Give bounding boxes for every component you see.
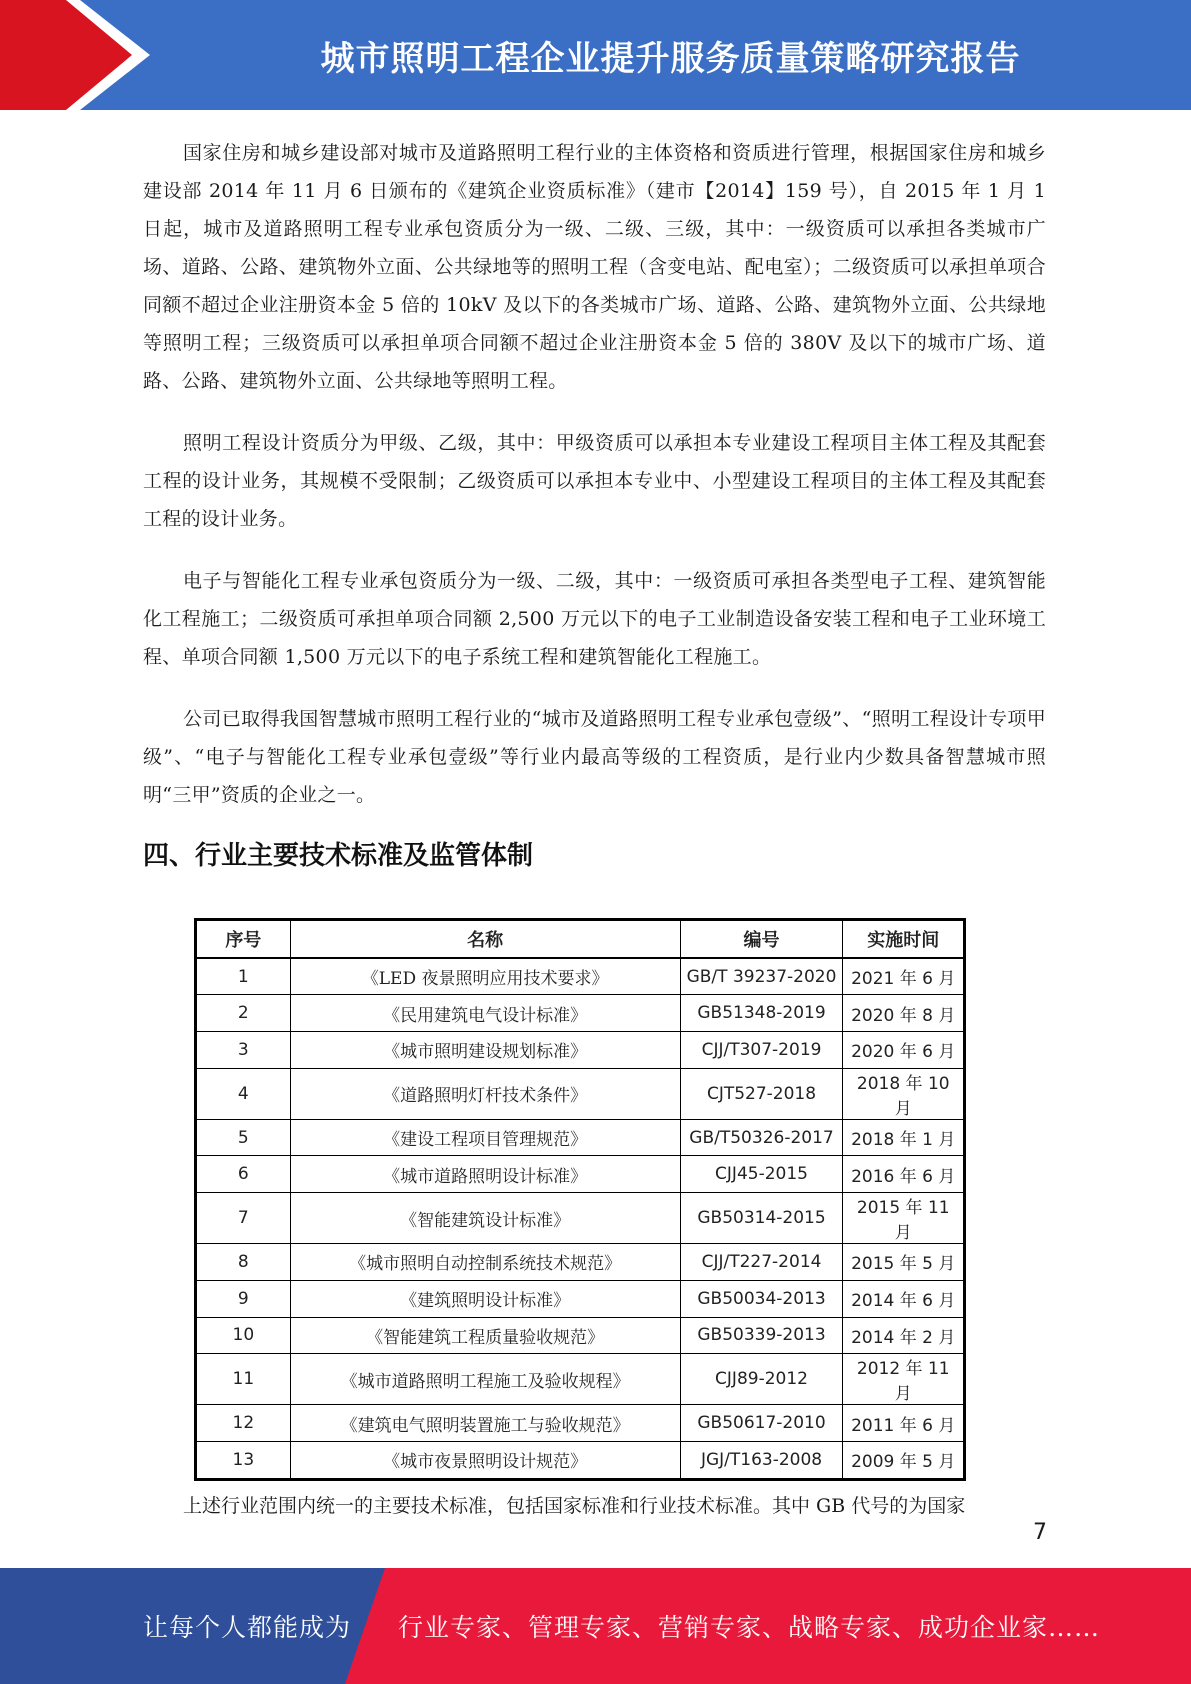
- row-no: 4: [196, 1068, 291, 1119]
- row-date: 2016 年 6 月: [843, 1156, 965, 1193]
- table-row: [196, 1280, 965, 1317]
- row-name: 《LED 夜景照明应用技术要求》: [290, 958, 680, 995]
- header-no: 序号: [196, 920, 291, 958]
- table-body: [196, 958, 965, 1479]
- row-name: 《智能建筑设计标准》: [290, 1193, 680, 1244]
- table-row: [196, 1244, 965, 1281]
- row-no: 6: [196, 1156, 291, 1193]
- row-code: CJJ89-2012: [680, 1354, 843, 1405]
- paragraph-qualification: 国家住房和城乡建设部对城市及道路照明工程行业的主体资格和资质进行管理，根据国家住房和城乡建设部 2014 年 11 月 6 日颁布的《建筑企业资质标准》（建市【2014】159 号），自 2015 年 1 月 1 日起，城市及道路照明工程专业承包资质分为一级、二级、三级，其中：一级资质可以承担各类城市广场、道路、公路、建筑物外立面、公共绿地等的照明工程（含变电站、配电室）；二级资质可以承担单项合同额不超过企业注册资本金 5 倍的 10kV 及以下的各类城市广场、道路、公路、建筑物外立面、公共绿地等照明工程；三级资质可以承担单项合同额不超过企业注册资本金 5 倍的 380V 及以下的城市广场、道路、公路、建筑物外立面、公共绿地等照明工程。: [143, 142, 1046, 392]
- row-no: 1: [196, 958, 291, 995]
- footer-banner: [0, 1568, 1191, 1684]
- row-no: 3: [196, 1032, 291, 1069]
- header-date: 实施时间: [843, 920, 965, 958]
- table-row: [196, 1317, 965, 1354]
- paragraph-company-qualification: 公司已取得我国智慧城市照明工程行业的“城市及道路照明工程专业承包壹级”、“照明工程设计专项甲级”、“电子与智能化工程专业承包壹级”等行业内最高等级的工程资质，是行业内少数具备智慧城市照明“三甲”资质的企业之一。: [143, 708, 1046, 806]
- main-content: [143, 134, 1046, 838]
- table-row: [196, 1119, 965, 1156]
- row-code: GB50034-2013: [680, 1280, 843, 1317]
- row-no: 12: [196, 1405, 291, 1442]
- row-name: 《智能建筑工程质量验收规范》: [290, 1317, 680, 1354]
- row-date: 2015 年 11 月: [843, 1193, 965, 1244]
- paragraph-electronic-qualification: 电子与智能化工程专业承包资质分为一级、二级，其中：一级资质可承担各类型电子工程、建筑智能化工程施工；二级资质可承担单项合同额 2,500 万元以下的电子工业制造设备安装工程和电子工业环境工程、单项合同额 1,500 万元以下的电子系统工程和建筑智能化工程施工。: [143, 570, 1046, 668]
- row-code: CJJ45-2015: [680, 1156, 843, 1193]
- row-name: 《建筑电气照明装置施工与验收规范》: [290, 1405, 680, 1442]
- row-code: GB50617-2010: [680, 1405, 843, 1442]
- row-no: 10: [196, 1317, 291, 1354]
- row-date: 2020 年 8 月: [843, 995, 965, 1032]
- row-name: 《道路照明灯杆技术条件》: [290, 1068, 680, 1119]
- table-row: [196, 995, 965, 1032]
- table-row: [196, 1156, 965, 1193]
- row-no: 9: [196, 1280, 291, 1317]
- row-name: 《城市道路照明工程施工及验收规程》: [290, 1354, 680, 1405]
- row-code: GB50339-2013: [680, 1317, 843, 1354]
- header-banner: [0, 0, 1191, 110]
- row-name: 《民用建筑电气设计标准》: [290, 995, 680, 1032]
- row-date: 2018 年 1 月: [843, 1119, 965, 1156]
- row-name: 《建设工程项目管理规范》: [290, 1119, 680, 1156]
- header-code: 编号: [680, 920, 843, 958]
- footer-slogan-right: 行业专家、管理专家、营销专家、战略专家、成功企业家……: [398, 1613, 1101, 1642]
- page-number: 7: [1033, 1520, 1047, 1545]
- row-code: GB/T 39237-2020: [680, 958, 843, 995]
- header-name: 名称: [290, 920, 680, 958]
- row-date: 2012 年 11 月: [843, 1354, 965, 1405]
- row-no: 7: [196, 1193, 291, 1244]
- table-row: [196, 1068, 965, 1119]
- page-title: 城市照明工程企业提升服务质量策略研究报告: [320, 38, 1021, 79]
- row-date: 2014 年 2 月: [843, 1317, 965, 1354]
- table-header-row: [196, 920, 965, 958]
- row-date: 2021 年 6 月: [843, 958, 965, 995]
- row-date: 2018 年 10 月: [843, 1068, 965, 1119]
- row-code: GB50314-2015: [680, 1193, 843, 1244]
- paragraph-design-qualification: 照明工程设计资质分为甲级、乙级，其中：甲级资质可以承担本专业建设工程项目主体工程及其配套工程的设计业务，其规模不受限制；乙级资质可以承担本专业中、小型建设工程项目的主体工程及其配套工程的设计业务。: [143, 432, 1046, 530]
- row-no: 2: [196, 995, 291, 1032]
- row-date: 2014 年 6 月: [843, 1280, 965, 1317]
- table-row: [196, 1354, 965, 1405]
- row-code: GB/T50326-2017: [680, 1119, 843, 1156]
- footer-slogan-left: 让每个人都能成为: [143, 1613, 352, 1642]
- row-name: 《城市道路照明设计标准》: [290, 1156, 680, 1193]
- row-date: 2015 年 5 月: [843, 1244, 965, 1281]
- row-name: 《城市照明自动控制系统技术规范》: [290, 1244, 680, 1281]
- paragraph-standards-summary: 上述行业范围内统一的主要技术标准，包括国家标准和行业技术标准。其中 GB 代号的为国家: [183, 1495, 966, 1517]
- row-code: JGJ/T163-2008: [680, 1441, 843, 1479]
- row-code: CJT527-2018: [680, 1068, 843, 1119]
- row-no: 5: [196, 1119, 291, 1156]
- table-row: [196, 1032, 965, 1069]
- row-no: 13: [196, 1441, 291, 1479]
- row-code: GB51348-2019: [680, 995, 843, 1032]
- row-name: 《城市照明建设规划标准》: [290, 1032, 680, 1069]
- row-code: CJJ/T227-2014: [680, 1244, 843, 1281]
- header-arrow-decoration: [0, 0, 150, 110]
- table-row: [196, 1193, 965, 1244]
- row-no: 8: [196, 1244, 291, 1281]
- row-date: 2009 年 5 月: [843, 1441, 965, 1479]
- standards-table: [194, 918, 966, 1481]
- row-code: CJJ/T307-2019: [680, 1032, 843, 1069]
- table-row: [196, 1405, 965, 1442]
- section-heading: 四、行业主要技术标准及监管体制: [143, 841, 534, 871]
- row-date: 2011 年 6 月: [843, 1405, 965, 1442]
- table-row: [196, 958, 965, 995]
- row-name: 《城市夜景照明设计规范》: [290, 1441, 680, 1479]
- row-no: 11: [196, 1354, 291, 1405]
- row-name: 《建筑照明设计标准》: [290, 1280, 680, 1317]
- row-date: 2020 年 6 月: [843, 1032, 965, 1069]
- table-row: [196, 1441, 965, 1479]
